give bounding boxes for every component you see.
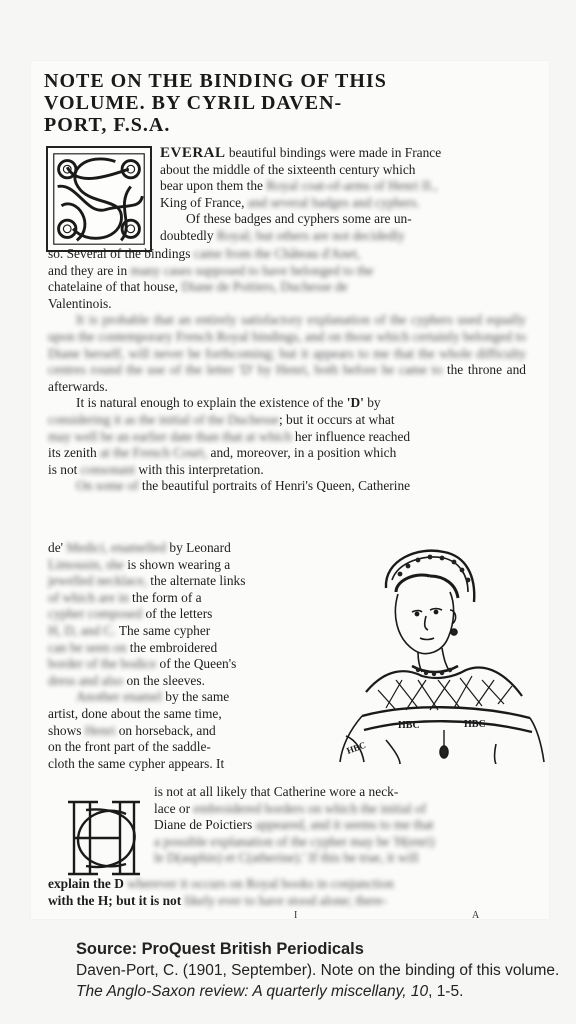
blurred-text: may well be an earlier date than that at which bbox=[48, 428, 295, 444]
text-line: by the same bbox=[165, 689, 230, 705]
text-line: Of these badges and cyphers some are un- bbox=[186, 211, 412, 227]
paragraph-8 bbox=[48, 876, 526, 909]
blurred-text: at the French Court, bbox=[100, 445, 208, 461]
text-line: is not bbox=[48, 461, 81, 477]
title-line-2: VOLUME. BY CYRIL DAVEN- bbox=[44, 92, 343, 114]
svg-text:HBC: HBC bbox=[345, 739, 368, 756]
signature-mark-2: A bbox=[472, 910, 480, 921]
paragraph-4 bbox=[48, 395, 526, 495]
text-line: bear upon them the bbox=[160, 178, 267, 194]
blurred-text: jewelled necklace, bbox=[48, 573, 151, 589]
paragraph-1 bbox=[160, 145, 526, 245]
text-line: by Leonard bbox=[166, 540, 231, 555]
text-line: the embroidered bbox=[129, 639, 218, 655]
blurred-text: wherever it occurs on Royal books in conjunction bbox=[127, 876, 394, 891]
text-line: lace or bbox=[154, 800, 194, 816]
source-citation bbox=[76, 938, 566, 1002]
paragraph-3 bbox=[48, 312, 526, 395]
blurred-text: le D(auphin) et C(atherine).' If this be true, it will bbox=[154, 850, 419, 866]
text-line: and they are in bbox=[48, 262, 131, 278]
letter-d: 'D' bbox=[346, 395, 364, 411]
citation-text bbox=[76, 960, 566, 1002]
text-line: to explain the existence of the bbox=[183, 395, 347, 411]
text-line: Diane de Poictiers bbox=[154, 817, 256, 833]
text-line: of the Queen's bbox=[159, 656, 237, 672]
text-line: the beautiful portraits of Henri's Queen, Catherine bbox=[141, 478, 411, 494]
paragraph-1-caps: EVERAL bbox=[160, 145, 226, 161]
text-line: chatelaine of that house, bbox=[48, 279, 182, 295]
text-line: the same time, bbox=[143, 705, 222, 721]
blurred-text: considering it as the initial of the Duchesse bbox=[48, 411, 279, 427]
paragraph-5 bbox=[48, 540, 314, 772]
text-line: doubtedly bbox=[160, 227, 214, 243]
title-line-1: NOTE ON THE BINDING OF THIS bbox=[44, 70, 387, 92]
blurred-text: can be seen on bbox=[48, 639, 130, 655]
source-label: Source: ProQuest British Periodicals bbox=[76, 940, 364, 958]
blurred-text: Medici, enamelled bbox=[66, 540, 167, 555]
blurred-text: Royal; but others are not decidedly bbox=[213, 227, 405, 243]
text-line: is not at all likely that Catherine wore a neck- bbox=[154, 784, 399, 799]
blurred-text: On some of bbox=[76, 478, 142, 494]
text-line: so. Several of the bindings bbox=[48, 246, 194, 261]
title-line-3: PORT, F.S.A. bbox=[44, 114, 171, 136]
text-line: her influence reached bbox=[294, 428, 411, 444]
text-line: It is natural enough bbox=[76, 395, 184, 411]
text-line: is shown wearing a bbox=[127, 556, 231, 572]
portrait-illustration bbox=[326, 540, 546, 764]
text-line: about the middle of the sixteenth century which bbox=[160, 161, 416, 177]
blurred-text: appeared, and it seems to me that bbox=[255, 817, 434, 833]
text-line: the throne and afterwards. bbox=[48, 362, 526, 394]
text-line: its zenith bbox=[48, 445, 101, 461]
text-line: of the letters bbox=[145, 606, 213, 622]
blurred-text: cypher composed bbox=[48, 606, 146, 622]
blurred-text: dress and also bbox=[48, 672, 127, 688]
blurred-text: border of the bodice bbox=[48, 656, 160, 672]
text-line: shows bbox=[48, 722, 85, 738]
blurred-text: likely ever to have stood alone; there- bbox=[184, 892, 387, 908]
text-line: on horseback, and bbox=[115, 722, 216, 738]
blurred-text: consonant bbox=[80, 461, 136, 477]
article-title bbox=[44, 70, 534, 136]
text-line: on the front part of the saddle- bbox=[48, 739, 211, 755]
svg-text:HBC: HBC bbox=[464, 719, 486, 730]
paragraph-2 bbox=[48, 246, 526, 495]
blurred-text: a possible explanation of the cypher may be 'H(enri) bbox=[154, 833, 435, 849]
text-line: and, moreover, in a position which bbox=[207, 445, 397, 461]
text-line: cloth the same cypher appears. It bbox=[48, 755, 225, 771]
cypher-monogram bbox=[64, 796, 144, 878]
text-line: by bbox=[363, 395, 381, 411]
citation-journal: The Anglo-Saxon review: A quarterly miscellany, 10 bbox=[76, 983, 429, 1000]
citation-author-date: Daven-Port, C. (1901, September). Note on the binding of this volume. bbox=[76, 962, 560, 979]
svg-text:HBC: HBC bbox=[398, 720, 420, 731]
text-line: Valentinois. bbox=[48, 295, 112, 311]
blurred-text: Another enamel bbox=[76, 689, 166, 705]
text-line: artist, done about bbox=[48, 705, 144, 721]
blurred-text: It is probable that an entirely satisfactory explanation of the cyphers used equally upon the contemporary French Royal bindings, and on those which certainly belonged to Diane herself, will never be forthcoming; but it appears to me that the whole difficulty centres round the use of the letter 'D' by Henri, both before he came to bbox=[48, 312, 526, 378]
citation-pages: , 1-5. bbox=[428, 983, 464, 1000]
paragraph-7 bbox=[154, 784, 526, 867]
text-line: with this interpretation. bbox=[135, 461, 264, 477]
text-line: ; but it occurs at what bbox=[278, 411, 395, 427]
text-line: explain the D bbox=[48, 876, 128, 891]
decorative-initial-s bbox=[46, 146, 152, 252]
knotwork-initial-icon bbox=[48, 148, 150, 250]
text-line: on the sleeves. bbox=[126, 672, 205, 688]
text-line: King of France, bbox=[160, 194, 248, 210]
text-line: The same cypher bbox=[118, 622, 211, 638]
portrait-catherine-icon bbox=[326, 540, 546, 764]
blurred-text: Limousin, she bbox=[48, 556, 128, 572]
blurred-text: Henri bbox=[84, 722, 116, 738]
text-line: de' bbox=[48, 540, 67, 555]
blurred-text: H, D, and C. bbox=[48, 622, 119, 638]
text-line: the alternate links bbox=[150, 573, 246, 589]
blurred-text: embroidered borders on which the initial of bbox=[193, 800, 427, 816]
text-line: the form of a bbox=[132, 589, 202, 605]
text-line: beautiful bindings were made in France bbox=[225, 145, 442, 160]
text-line: with the H; but it is not bbox=[48, 892, 185, 908]
blurred-text: and several badges and cyphers. bbox=[247, 194, 420, 210]
hdc-cypher-icon bbox=[64, 796, 144, 878]
blurred-text: Diane de Poitiers, Duchesse de bbox=[181, 279, 348, 295]
signature-mark-1: I bbox=[294, 910, 298, 921]
blurred-text: of which are in bbox=[48, 589, 133, 605]
blurred-text: Royal coat-of-arms of Henri II., bbox=[266, 178, 438, 194]
blurred-text: many cases supposed to have belonged to the bbox=[130, 262, 374, 278]
blurred-text: came from the Château d'Anet, bbox=[193, 246, 361, 261]
